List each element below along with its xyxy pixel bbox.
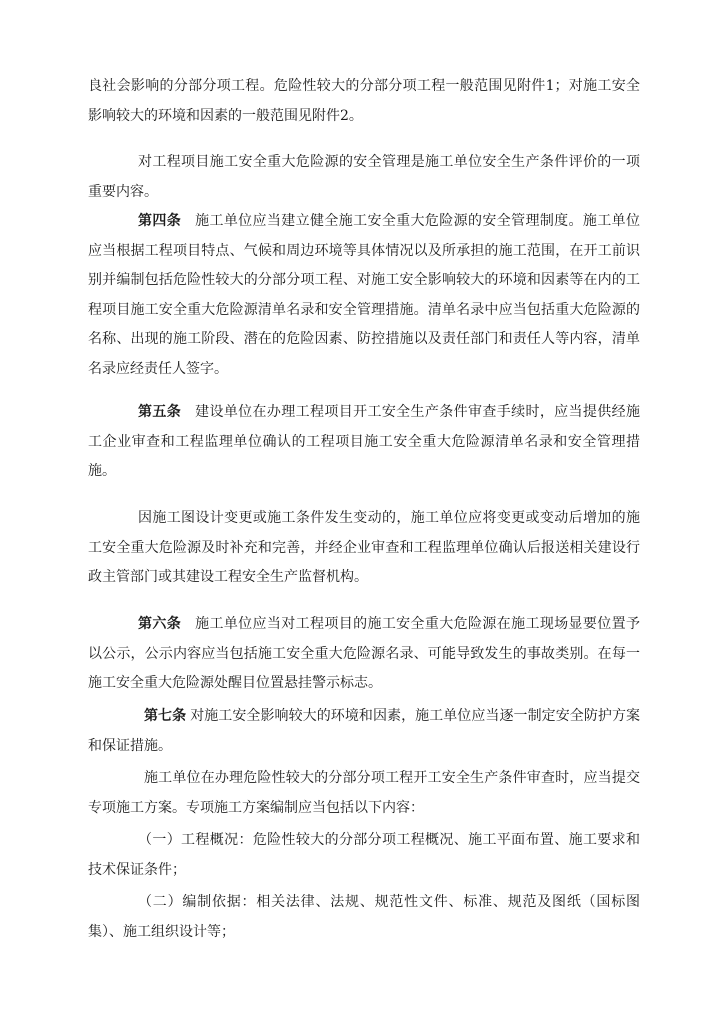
article-5 <box>88 398 640 487</box>
paragraph-special-plan: 施工单位在办理危险性较大的分部分项工程开工安全生产条件审查时，应当提交专项施工方案。专项施工方案编制应当包括以下内容： <box>88 770 640 816</box>
article-5-heading: 第五条 <box>138 404 182 420</box>
article-6-heading: 第六条 <box>138 616 182 632</box>
article-7-heading: 第七条 <box>144 708 187 724</box>
list-item-project-overview: （一）工程概况：危险性较大的分部分项工程概况、施工平面布置、施工要求和技术保证条件； <box>88 832 640 878</box>
article-7-text: 对施工安全影响较大的环境和因素，施工单位应当逐一制定安全防护方案和保证措施。 <box>88 708 641 754</box>
paragraph-design-change: 因施工图设计变更或施工条件发生变动的，施工单位应将变更或变动后增加的施工安全重大危险源及时补充和完善，并经企业审查和工程监理单位确认后报送相关建设行政主管部门或其建设工程安全生产监督机构。 <box>88 510 640 585</box>
article-4-text: 施工单位应当建立健全施工安全重大危险源的安全管理制度。施工单位应当根据工程项目特点、气候和周边环境等具体情况以及所承担的施工范围，在开工前识别并编制包括危险性较大的分部分项工程、对施工安全影响较大的环境和因素等在内的工程项目施工安全重大危险源清单名录和安全管理措施。清单名录中应当包括重大危险源的名称、出现的施工阶段、潜在的危险因素、防控措施以及责任部门和责任人等内容，清单名录应经责任人签字。 <box>88 213 641 377</box>
paragraph-continuation: 良社会影响的分部分项工程。危险性较大的分部分项工程一般范围见附件1；对施工安全影响较大的环境和因素的一般范围见附件2。 <box>88 78 640 124</box>
article-5-text: 建设单位在办理工程项目开工安全生产条件审查手续时，应当提供经施工企业审查和工程监理单位确认的工程项目施工安全重大危险源清单名录和安全管理措施。 <box>88 404 641 479</box>
article-6 <box>88 610 640 699</box>
article-4 <box>88 207 640 384</box>
article-4-heading: 第四条 <box>138 213 182 229</box>
article-6-text: 施工单位应当对工程项目的施工安全重大危险源在施工现场显要位置予以公示，公示内容应当包括施工安全重大危险源名录、可能导致发生的事故类别。在每一施工安全重大危险源处醒目位置悬挂警示标志。 <box>88 616 641 691</box>
article-7 <box>88 702 640 761</box>
list-item-compilation-basis: （二）编制依据：相关法律、法规、规范性文件、标准、规范及图纸（国标图集）、施工组织设计等； <box>88 894 640 940</box>
paragraph-safety-evaluation: 对工程项目施工安全重大危险源的安全管理是施工单位安全生产条件评价的一项重要内容。 <box>88 154 640 200</box>
